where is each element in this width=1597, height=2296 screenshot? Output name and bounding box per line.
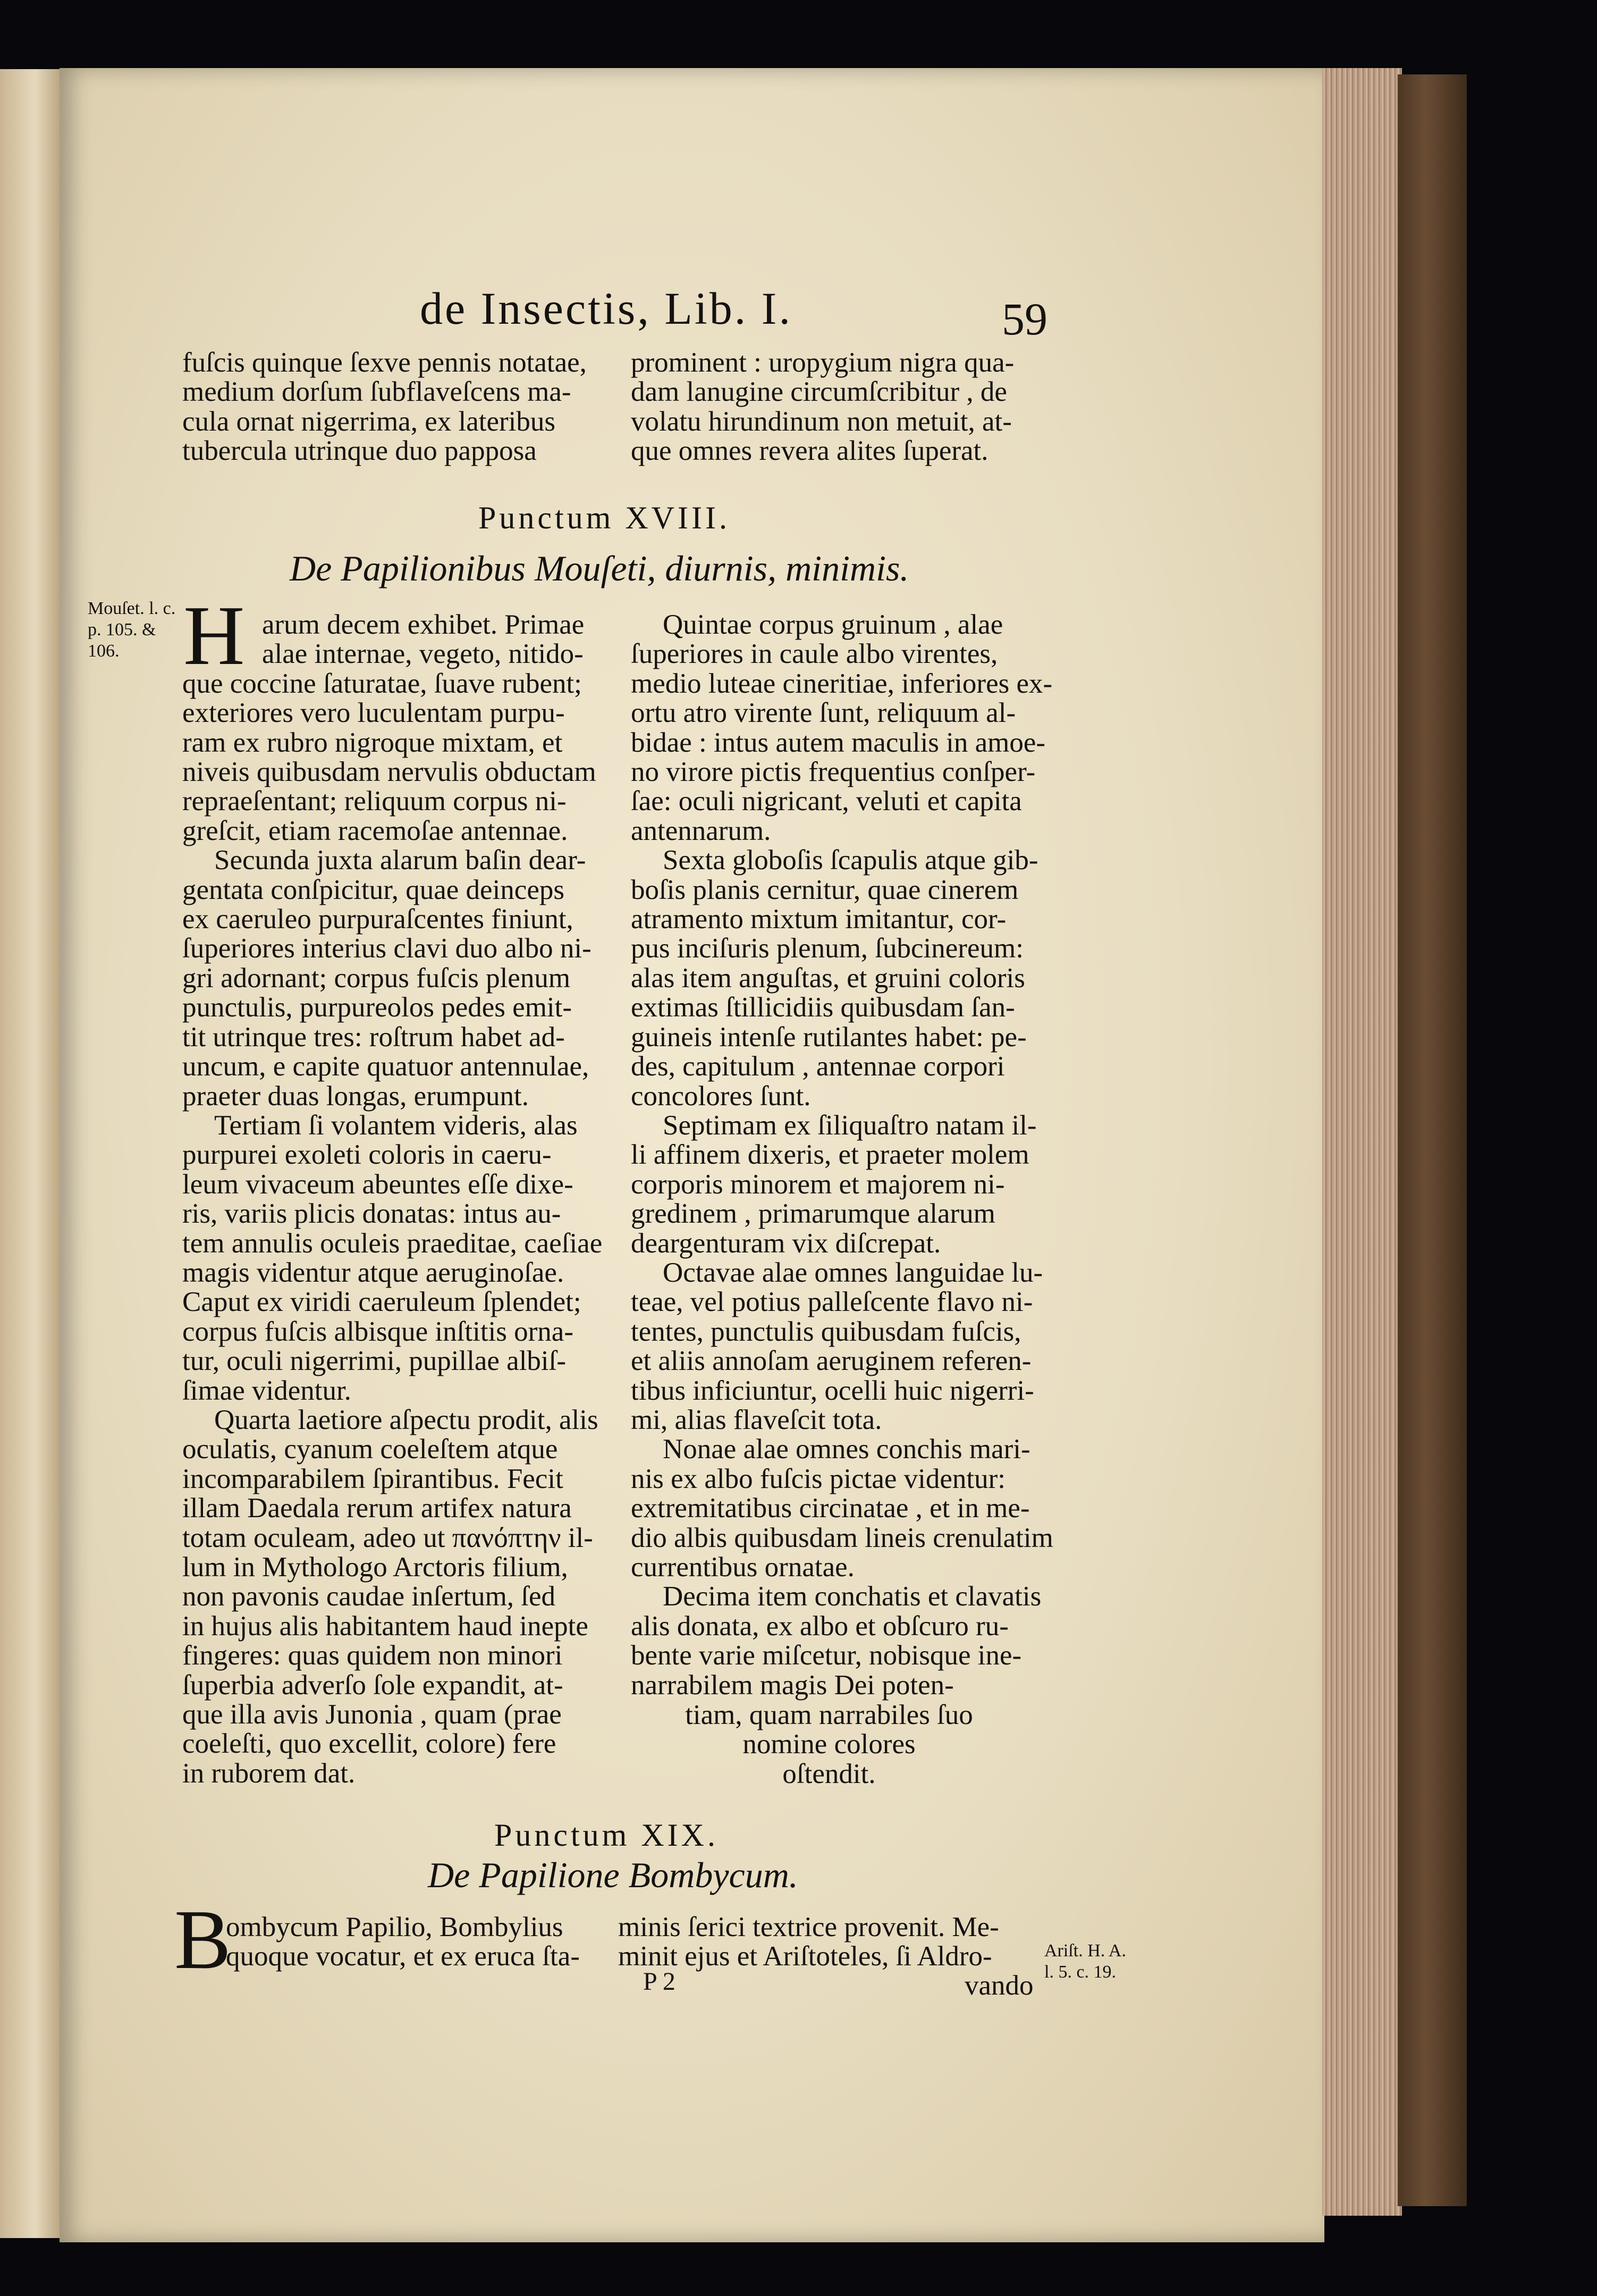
text-line: arum decem exhibet. Primae [262, 609, 585, 640]
section-heading-xix: Punctum XIX. [494, 1818, 719, 1853]
text-line: alis donata, ex albo et obſcuro ru- [631, 1610, 1009, 1642]
text-line: prominent : uropygium nigra qua- [631, 347, 1015, 378]
text-line: p. 105. & [88, 620, 156, 640]
text-line: ſimae videntur. [182, 1375, 351, 1406]
text-line: medio luteae cineritiae, inferiores ex- [631, 668, 1053, 699]
text-line: Septimam ex ſiliquaſtro natam il- [663, 1109, 1037, 1141]
text-line: fuſcis quinque ſexve pennis notatae, [182, 347, 587, 378]
text-line: totam oculeam, adeo ut πανόπτην il- [182, 1522, 593, 1553]
text-line: et aliis annoſam aeruginem referen- [631, 1345, 1032, 1377]
text-line: concolores ſunt. [631, 1080, 811, 1112]
text-line: gri adornant; corpus fuſcis plenum [182, 962, 571, 994]
text-line: ſuperiores interius clavi duo albo ni- [182, 933, 592, 964]
drop-cap-b: B [174, 1892, 231, 1987]
text-line: bente varie miſcetur, nobisque ine- [631, 1640, 1022, 1671]
text-line: oſtendit. [782, 1758, 876, 1789]
text-line: tubercula utrinque duo papposa [182, 435, 537, 467]
text-line: alae internae, vegeto, nitido- [262, 638, 584, 670]
text-line: Nonae alae omnes conchis mari- [663, 1434, 1030, 1465]
text-line: currentibus ornatae. [631, 1552, 855, 1583]
top-right-column [631, 348, 1056, 466]
section1-left-column [182, 610, 607, 1788]
text-line: ſae: oculi nigricant, veluti et capita [631, 786, 1022, 817]
text-line: tibus inficiuntur, ocelli huic nigerri- [631, 1375, 1034, 1406]
text-line: magis videntur atque aeruginoſae. [182, 1257, 564, 1288]
text-line: boſis planis cernitur, quae cinerem [631, 874, 1019, 905]
section2-right-column [618, 1913, 1064, 1972]
text-line: extimas ſtillicidiis quibusdam ſan- [631, 992, 1015, 1023]
text-line: gentata conſpicitur, quae deinceps [182, 874, 564, 905]
text-line: exteriores vero luculentam purpu- [182, 697, 565, 729]
text-line: ſuperiores in caule albo virentes, [631, 638, 998, 670]
text-line: cula ornat nigerrima, ex lateribus [182, 406, 555, 437]
catchword: vando [965, 1970, 1034, 2001]
text-line: que omnes revera alites ſuperat. [631, 435, 988, 467]
section1-right-column [631, 610, 1061, 1700]
text-line: tiam, quam narrabiles ſuo [685, 1700, 973, 1730]
text-line: tentes, punctulis quibusdam fuſcis, [631, 1316, 1021, 1347]
text-line: Octavae alae omnes languidae lu- [663, 1257, 1043, 1288]
text-line: oculatis, cyanum coeleſtem atque [182, 1434, 558, 1465]
text-line: minis ſerici textrice provenit. Me- [618, 1912, 999, 1942]
text-line: teae, vel potius palleſcente flavo ni- [631, 1286, 1033, 1318]
text-line: ortu atro virente ſunt, reliquum al- [631, 697, 1016, 729]
text-line: gredinem , primarumque alarum [631, 1198, 995, 1230]
text-line: alas item anguſtas, et gruini coloris [631, 962, 1025, 994]
text-line: guineis intenſe rutilantes habet: pe- [631, 1021, 1027, 1053]
section1-closing-lines [643, 1701, 1015, 1789]
text-line: punctulis, purpureolos pedes emit- [182, 992, 572, 1023]
text-line: praeter duas longas, erumpunt. [182, 1080, 529, 1112]
section-heading-xviii: Punctum XVIII. [478, 500, 730, 535]
text-line: nomine colores [742, 1729, 916, 1760]
text-line: 106. [88, 641, 120, 661]
text-line: no virore pictis frequentius conſper- [631, 756, 1036, 788]
text-line: ris, variis plicis donatas: intus au- [182, 1198, 561, 1230]
text-line: li affinem dixeris, et praeter molem [631, 1139, 1029, 1171]
text-line: quoque vocatur, et ex eruca ſta- [226, 1941, 580, 1972]
drop-cap-h: H [183, 588, 245, 683]
text-line: ſuperbia adverſo ſole expandit, at- [182, 1669, 563, 1701]
section-title-xix: De Papilione Bombycum. [428, 1855, 798, 1895]
text-line: greſcit, etiam racemoſae antennae. [182, 815, 568, 846]
text-line: deargenturam vix diſcrepat. [631, 1227, 941, 1259]
text-line: coeleſti, quo excellit, colore) fere [182, 1728, 556, 1760]
text-line: Quintae corpus gruinum , alae [663, 609, 1003, 640]
text-line: que illa avis Junonia , quam (prae [182, 1699, 562, 1730]
text-line: dam lanugine circumſcribitur , de [631, 376, 1007, 408]
text-line: corporis minorem et majorem ni- [631, 1168, 1005, 1200]
text-line: Sexta globoſis ſcapulis atque gib- [663, 845, 1038, 876]
text-line: Tertiam ſi volantem videris, alas [214, 1109, 578, 1141]
text-line: atramento mixtum imitantur, cor- [631, 904, 1007, 935]
text-line: nis ex albo fuſcis pictae videntur: [631, 1463, 1005, 1494]
text-line: extremitatibus circinatae , et in me- [631, 1493, 1030, 1524]
section-title-xviii: De Papilionibus Mouſeti, diurnis, minimis. [290, 548, 909, 588]
text-line: tit utrinque tres: roſtrum habet ad- [182, 1021, 565, 1053]
text-line: Quarta laetiore aſpectu prodit, alis [214, 1404, 598, 1435]
text-line: purpurei exoleti coloris in caeru- [182, 1139, 552, 1171]
text-line: l. 5. c. 19. [1044, 1962, 1117, 1982]
running-header: de Insectis, Lib. I. [420, 283, 792, 334]
text-line: mi, alias flaveſcit tota. [631, 1404, 882, 1435]
text-line: Secunda juxta alarum baſin dear- [214, 845, 586, 876]
text-line: in ruborem dat. [182, 1757, 356, 1789]
text-line: illam Daedala rerum artifex natura [182, 1493, 572, 1524]
text-line: ombycum Papilio, Bombylius [226, 1912, 563, 1942]
text-line: leum vivaceum abeuntes eſſe dixe- [182, 1168, 573, 1200]
text-line: bidae : intus autem maculis in amoe- [631, 727, 1046, 758]
top-left-column [182, 348, 607, 466]
text-line: medium dorſum ſubflaveſcens ma- [182, 376, 571, 408]
text-line: tur, oculi nigerrimi, pupillae albiſ- [182, 1345, 567, 1377]
text-line: dio albis quibusdam lineis crenulatim [631, 1522, 1053, 1553]
text-line: fingeres: quas quidem non minori [182, 1640, 563, 1671]
text-line: narrabilem magis Dei poten- [631, 1669, 954, 1701]
text-line: uncum, e capite quatuor antennulae, [182, 1051, 589, 1082]
text-line: Caput ex viridi caeruleum ſplendet; [182, 1286, 581, 1318]
text-line: antennarum. [631, 815, 771, 846]
text-line: volatu hirundinum non metuit, at- [631, 406, 1012, 437]
text-line: que coccine ſaturatae, ſuave rubent; [182, 668, 582, 699]
text-line: ram ex rubro nigroque mixtam, et [182, 727, 563, 758]
text-line: lum in Mythologo Arctoris filium, [182, 1552, 568, 1583]
text-line: repraeſentant; reliquum corpus ni- [182, 786, 567, 817]
text-line: corpus fuſcis albisque inſtitis orna- [182, 1316, 573, 1347]
marginal-note-aristotle [1044, 1940, 1126, 1983]
text-line: des, capitulum , antennae corpori [631, 1051, 1005, 1082]
text-line: non pavonis caudae inſertum, ſed [182, 1581, 556, 1612]
text-line: pus inciſuris plenum, ſubcinereum: [631, 933, 1024, 964]
text-line: tem annulis oculeis praeditae, caeſiae [182, 1227, 603, 1259]
text-line: Ariſt. H. A. [1044, 1941, 1126, 1961]
text-line: Decima item conchatis et clavatis [663, 1581, 1042, 1612]
text-line: minit ejus et Ariſtoteles, ſi Aldro- [618, 1941, 992, 1972]
text-line: ex caeruleo purpuraſcentes finiunt, [182, 904, 573, 935]
text-line: incomparabilem ſpirantibus. Fecit [182, 1463, 563, 1494]
text-line: Mouſet. l. c. [88, 599, 176, 618]
page-number: 59 [1002, 293, 1047, 344]
printer-signature: P 2 [643, 1967, 675, 1996]
text-line: in hujus alis habitantem haud inepte [182, 1610, 588, 1642]
text-line: niveis quibusdam nervulis obductam [182, 756, 596, 788]
marginal-note-mouset [88, 598, 175, 662]
section2-left-column [226, 1913, 619, 1972]
